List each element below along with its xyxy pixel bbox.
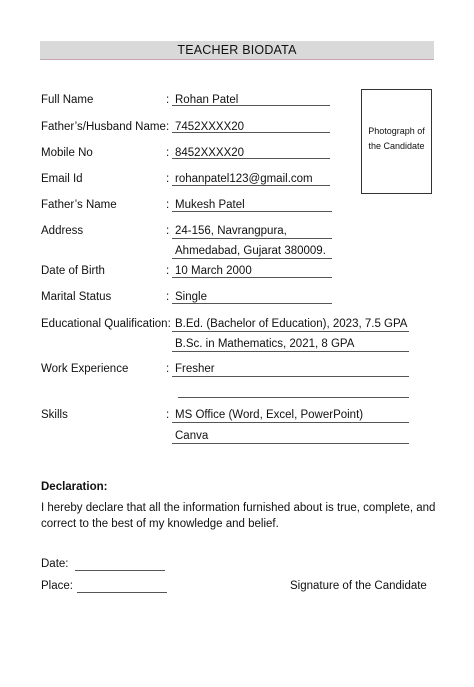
declaration-text: I hereby declare that all the information furnished about is true, complete, and correct to the best of my knowledge and belief.	[41, 502, 436, 530]
educational-qualification-underline-2	[172, 351, 409, 352]
signature-label: Signature of the Candidate	[290, 580, 427, 592]
email-id-underline	[172, 185, 330, 186]
full-name-value: Rohan Patel	[175, 94, 239, 106]
place-underline	[77, 592, 167, 593]
date-of-birth-colon: :	[166, 265, 170, 277]
marital-status-colon: :	[166, 291, 170, 303]
educational-qualification-underline-1	[172, 331, 409, 332]
date-label: Date:	[41, 558, 69, 570]
email-id-colon: :	[166, 173, 170, 185]
work-experience-underline-1	[172, 376, 409, 377]
mobile-no-colon: :	[166, 147, 170, 159]
mobile-no-value: 8452XXXX20	[175, 147, 245, 159]
educational-qualification-label: Educational Qualification:	[41, 318, 171, 330]
work-experience-colon: :	[166, 363, 170, 375]
address-label: Address	[41, 225, 84, 237]
address-colon: :	[166, 225, 170, 237]
skills-colon: :	[166, 409, 170, 421]
work-experience-underline-2	[178, 397, 409, 398]
work-experience-label: Work Experience	[41, 363, 129, 375]
date-of-birth-underline	[172, 277, 332, 278]
page-title: TEACHER BIODATA	[40, 41, 434, 60]
full-name-label: Full Name	[41, 94, 94, 106]
father-husband-name-colon: :	[166, 121, 170, 133]
father-husband-name-underline	[172, 132, 330, 133]
date-underline	[75, 570, 165, 571]
father-husband-name-label: Father’s/Husband Name	[41, 121, 166, 133]
date-of-birth-label: Date of Birth	[41, 265, 105, 277]
marital-status-underline	[172, 303, 332, 304]
skills-line1: MS Office (Word, Excel, PowerPoint)	[175, 409, 364, 421]
marital-status-value: Single	[175, 291, 207, 303]
skills-line2: Canva	[175, 430, 209, 442]
email-id-label: Email Id	[41, 173, 83, 185]
address-underline-1	[172, 238, 332, 239]
photograph-placeholder-text: Photograph of the Candidate	[368, 126, 425, 151]
marital-status-label: Marital Status	[41, 291, 112, 303]
place-label: Place:	[41, 580, 73, 592]
fathers-name-colon: :	[166, 199, 170, 211]
address-line2: Ahmedabad, Gujarat 380009.	[175, 245, 326, 257]
declaration-title: Declaration:	[41, 481, 108, 493]
email-id-value: rohanpatel123@gmail.com	[175, 173, 313, 185]
mobile-no-label: Mobile No	[41, 147, 93, 159]
educational-qualification-line2: B.Sc. in Mathematics, 2021, 8 GPA	[175, 338, 355, 350]
full-name-colon: :	[166, 94, 170, 106]
work-experience-line1: Fresher	[175, 363, 215, 375]
photograph-box	[361, 89, 432, 194]
address-line1: 24-156, Navrangpura,	[175, 225, 287, 237]
full-name-underline	[172, 105, 330, 106]
skills-underline-1	[172, 422, 409, 423]
date-of-birth-value: 10 March 2000	[175, 265, 252, 277]
educational-qualification-line1: B.Ed. (Bachelor of Education), 2023, 7.5 GPA	[175, 318, 408, 330]
father-husband-name-value: 7452XXXX20	[175, 121, 245, 133]
skills-label: Skills	[41, 409, 68, 421]
skills-underline-2	[172, 443, 409, 444]
fathers-name-underline	[172, 211, 332, 212]
fathers-name-label: Father’s Name	[41, 199, 117, 211]
address-underline-2	[172, 258, 332, 259]
fathers-name-value: Mukesh Patel	[175, 199, 245, 211]
mobile-no-underline	[172, 158, 330, 159]
